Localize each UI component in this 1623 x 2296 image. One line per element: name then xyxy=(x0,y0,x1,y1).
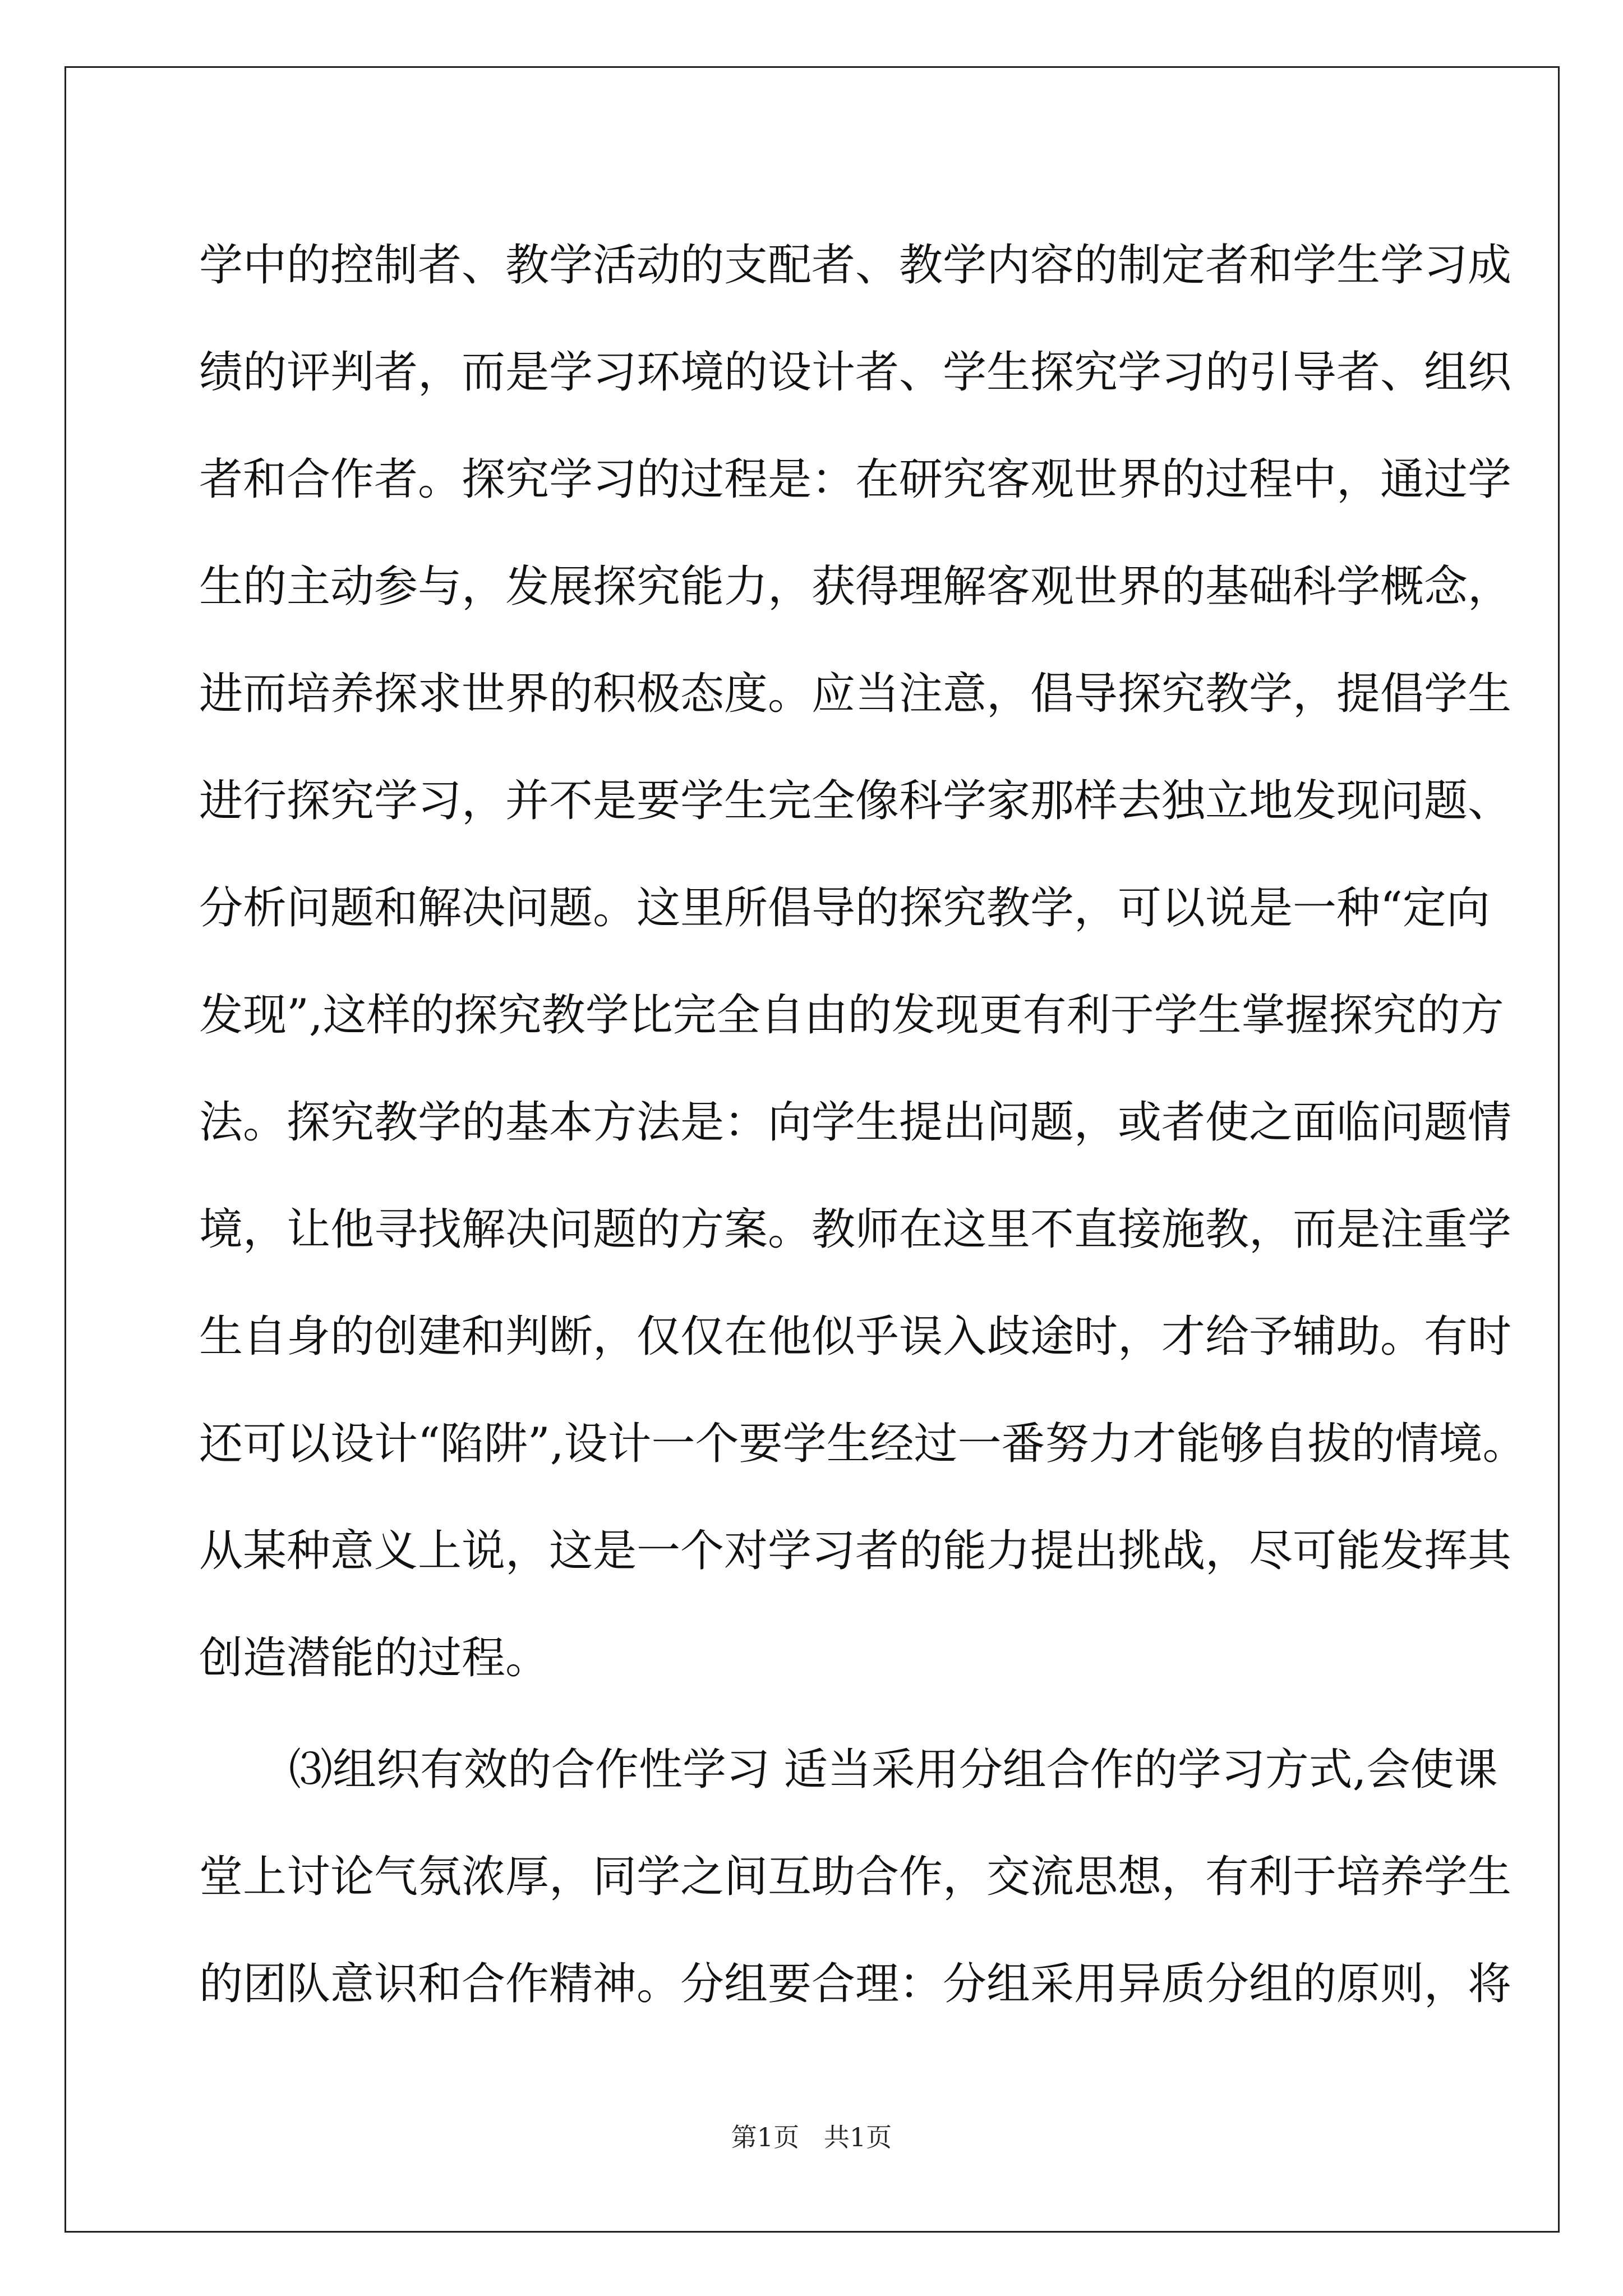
paragraph-line: 境，让他寻找解决问题的方案。教师在这里不直接施教，而是注重学 xyxy=(199,1204,1512,1255)
paragraph-line: 者和合作者。探究学习的过程是：在研究客观世界的过程中，通过学 xyxy=(199,454,1512,505)
paragraph-line: 法。探究教学的基本方法是：向学生提出问题，或者使之面临问题情 xyxy=(199,1097,1512,1148)
paragraph-line: 进而培养探求世界的积极态度。应当注意，倡导探究教学，提倡学生 xyxy=(199,669,1512,719)
paragraph-line: 的团队意识和合作精神。分组要合理：分组采用异质分组的原则，将 xyxy=(199,1959,1512,2009)
document-body xyxy=(199,212,1527,2038)
paragraph-line: 堂上讨论气氛浓厚，同学之间互助合作，交流思想，有利于培养学生 xyxy=(199,1852,1512,1902)
page-number-footer: 第1页 共1页 xyxy=(731,2122,892,2152)
paragraph-line: 还可以设计“陷阱”,设计一个要学生经过一番努力才能够自拔的情境。 xyxy=(199,1419,1527,1469)
paragraph-line: 生的主动参与，发展探究能力，获得理解客观世界的基础科学概念， xyxy=(199,562,1512,612)
paragraph-line: 学中的控制者、教学活动的支配者、教学内容的制定者和学生学习成 xyxy=(199,240,1512,291)
paragraph-line: 创造潜能的过程。 xyxy=(199,1633,550,1683)
paragraph-line: 发现”,这样的探究教学比完全自由的发现更有利于学生掌握探究的方 xyxy=(199,990,1504,1041)
paragraph-line: ⑶组织有效的合作性学习 适当采用分组合作的学习方式,会使课 xyxy=(289,1745,1498,1795)
paragraph-line: 从某种意义上说，这是一个对学习者的能力提出挑战，尽可能发挥其 xyxy=(199,1526,1512,1576)
paragraph-gap xyxy=(199,1712,1427,1717)
paragraph-line: 生自身的创建和判断，仅仅在他似乎误入歧途时，才给予辅助。有时 xyxy=(199,1312,1512,1362)
paragraph-line: 分析问题和解决问题。这里所倡导的探究教学，可以说是一种“定向 xyxy=(199,883,1490,933)
paragraph-line: 绩的评判者，而是学习环境的设计者、学生探究学习的引导者、组织 xyxy=(199,347,1512,398)
paragraph-line: 进行探究学习，并不是要学生完全像科学家那样去独立地发现问题、 xyxy=(199,776,1512,826)
